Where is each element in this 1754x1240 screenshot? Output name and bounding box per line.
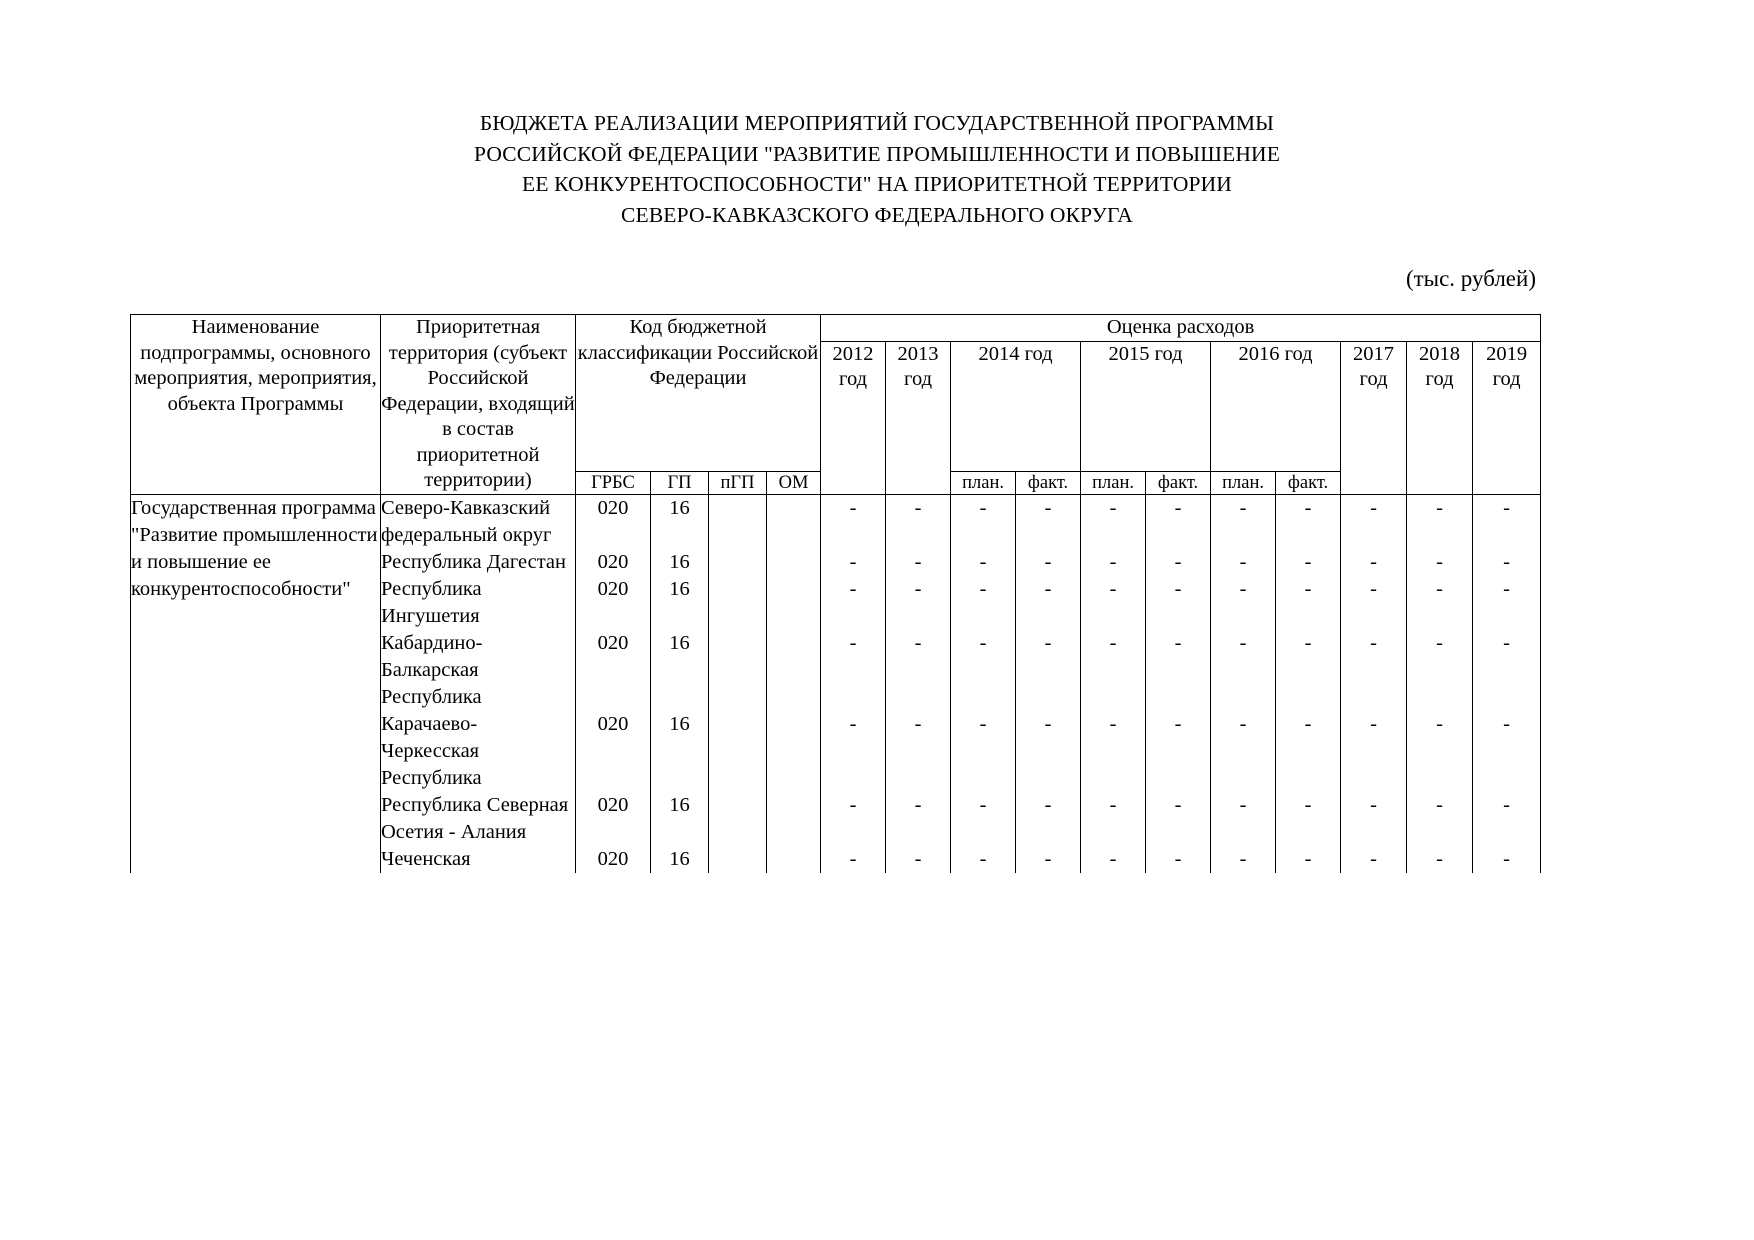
cell-value: - — [821, 630, 886, 711]
header-row-top — [131, 315, 1541, 342]
cell-value: - — [1473, 494, 1541, 549]
header-col-territory: Приоритетная территория (субъект Российской Федерации, входящий в состав приоритетной территории) — [381, 315, 576, 495]
cell-value: - — [1276, 630, 1341, 711]
header-year-2013: 2013 год — [886, 341, 951, 494]
cell-value: - — [821, 711, 886, 792]
cell-pgp — [709, 494, 767, 549]
cell-value: - — [821, 792, 886, 846]
table-head — [131, 315, 1541, 495]
title-line-2: РОССИЙСКОЙ ФЕДЕРАЦИИ "РАЗВИТИЕ ПРОМЫШЛЕННОСТИ И ПОВЫШЕНИЕ — [473, 141, 1281, 166]
table-body — [131, 494, 1541, 873]
cell-value: - — [951, 630, 1016, 711]
header-year-2016: 2016 год — [1211, 341, 1341, 471]
cell-value: - — [1146, 630, 1211, 711]
cell-value: - — [1473, 576, 1541, 630]
cell-value: - — [1407, 494, 1473, 549]
cell-gp: 16 — [651, 494, 709, 549]
cell-territory: Карачаево-Черкесская Республика — [381, 711, 576, 792]
cell-value: - — [951, 711, 1016, 792]
cell-value: - — [1146, 711, 1211, 792]
cell-value: - — [1407, 792, 1473, 846]
cell-value: - — [1146, 494, 1211, 549]
cell-value: - — [1473, 549, 1541, 576]
table-row — [131, 494, 1541, 549]
cell-gp: 16 — [651, 576, 709, 630]
cell-om — [767, 846, 821, 873]
cell-grbs: 020 — [576, 630, 651, 711]
cell-value: - — [1276, 711, 1341, 792]
cell-value: - — [821, 549, 886, 576]
header-sub-2014-fact: факт. — [1016, 471, 1081, 494]
cell-value: - — [1016, 792, 1081, 846]
cell-value: - — [1276, 846, 1341, 873]
cell-value: - — [1146, 792, 1211, 846]
header-year-2012: 2012 год — [821, 341, 886, 494]
budget-table-container — [0, 314, 1754, 873]
cell-om — [767, 576, 821, 630]
cell-territory: Республика Дагестан — [381, 549, 576, 576]
cell-pgp — [709, 549, 767, 576]
cell-value: - — [1016, 576, 1081, 630]
cell-value: - — [1276, 494, 1341, 549]
title-line-3: ЕЕ КОНКУРЕНТОСПОСОБНОСТИ" НА ПРИОРИТЕТНОЙ ТЕРРИТОРИИ — [522, 172, 1232, 196]
cell-value: - — [951, 494, 1016, 549]
cell-value: - — [1341, 711, 1407, 792]
cell-value: - — [1473, 711, 1541, 792]
cell-grbs: 020 — [576, 792, 651, 846]
header-col-expenses: Оценка расходов — [821, 315, 1541, 342]
cell-value: - — [1211, 711, 1276, 792]
cell-value: - — [886, 576, 951, 630]
cell-value: - — [1081, 494, 1146, 549]
cell-om — [767, 792, 821, 846]
header-col-name: Наименование подпрограммы, основного мероприятия, мероприятия, объекта Программы — [131, 315, 381, 495]
cell-value: - — [1407, 576, 1473, 630]
cell-gp: 16 — [651, 630, 709, 711]
cell-value: - — [886, 792, 951, 846]
cell-value: - — [1081, 711, 1146, 792]
document-title — [0, 0, 1754, 230]
header-sub-2016-plan: план. — [1211, 471, 1276, 494]
cell-gp: 16 — [651, 549, 709, 576]
cell-value: - — [1341, 846, 1407, 873]
cell-value: - — [1341, 792, 1407, 846]
cell-value: - — [1407, 630, 1473, 711]
cell-value: - — [1276, 549, 1341, 576]
cell-value: - — [886, 549, 951, 576]
cell-value: - — [1081, 549, 1146, 576]
cell-gp: 16 — [651, 792, 709, 846]
header-sub-2016-fact: факт. — [1276, 471, 1341, 494]
cell-value: - — [1276, 576, 1341, 630]
cell-value: - — [1016, 711, 1081, 792]
cell-value: - — [1211, 846, 1276, 873]
cell-value: - — [1341, 494, 1407, 549]
cell-value: - — [1407, 846, 1473, 873]
header-col-budget-code: Код бюджетной классификации Российской Федерации — [576, 315, 821, 472]
units-label: (тыс. рублей) — [1405, 266, 1536, 291]
cell-territory: Республика Северная Осетия - Алания — [381, 792, 576, 846]
cell-value: - — [821, 846, 886, 873]
cell-value: - — [1341, 549, 1407, 576]
cell-gp: 16 — [651, 711, 709, 792]
cell-value: - — [1016, 549, 1081, 576]
budget-table — [130, 314, 1541, 873]
cell-value: - — [1146, 576, 1211, 630]
cell-territory: Кабардино-Балкарская Республика — [381, 630, 576, 711]
title-line-4: СЕВЕРО-КАВКАЗСКОГО ФЕДЕРАЛЬНОГО ОКРУГА — [621, 202, 1133, 227]
cell-value: - — [1276, 792, 1341, 846]
header-year-2014: 2014 год — [951, 341, 1081, 471]
header-sub-2015-fact: факт. — [1146, 471, 1211, 494]
cell-value: - — [1016, 494, 1081, 549]
cell-om — [767, 711, 821, 792]
cell-pgp — [709, 630, 767, 711]
cell-value: - — [886, 494, 951, 549]
cell-value: - — [1081, 792, 1146, 846]
header-year-2015: 2015 год — [1081, 341, 1211, 471]
cell-value: - — [1341, 576, 1407, 630]
cell-value: - — [1341, 630, 1407, 711]
cell-value: - — [1473, 846, 1541, 873]
cell-value: - — [821, 494, 886, 549]
cell-value: - — [886, 846, 951, 873]
cell-value: - — [951, 846, 1016, 873]
cell-value: - — [886, 711, 951, 792]
header-sub-2014-plan: план. — [951, 471, 1016, 494]
cell-value: - — [1407, 549, 1473, 576]
header-year-2019: 2019 год — [1473, 341, 1541, 494]
cell-value: - — [1016, 846, 1081, 873]
cell-value: - — [1146, 549, 1211, 576]
cell-value: - — [1211, 549, 1276, 576]
cell-value: - — [886, 630, 951, 711]
cell-value: - — [1211, 494, 1276, 549]
cell-grbs: 020 — [576, 711, 651, 792]
cell-value: - — [1407, 711, 1473, 792]
cell-territory: Республика Ингушетия — [381, 576, 576, 630]
cell-program-name: Государственная программа "Развитие промышленности и повышение ее конкурентоспособности" — [131, 494, 381, 873]
title-line-1: БЮДЖЕТА РЕАЛИЗАЦИИ МЕРОПРИЯТИЙ ГОСУДАРСТВЕННОЙ ПРОГРАММЫ — [479, 111, 1275, 135]
header-sub-2015-plan: план. — [1081, 471, 1146, 494]
header-year-2017: 2017 год — [1341, 341, 1407, 494]
header-sub-pgp: пГП — [709, 471, 767, 494]
cell-value: - — [951, 792, 1016, 846]
cell-om — [767, 549, 821, 576]
cell-grbs: 020 — [576, 494, 651, 549]
cell-value: - — [1081, 846, 1146, 873]
header-sub-om: ОМ — [767, 471, 821, 494]
cell-pgp — [709, 792, 767, 846]
cell-value: - — [1473, 630, 1541, 711]
cell-grbs: 020 — [576, 846, 651, 873]
header-year-2018: 2018 год — [1407, 341, 1473, 494]
cell-value: - — [1211, 576, 1276, 630]
cell-om — [767, 494, 821, 549]
header-sub-grbs: ГРБС — [576, 471, 651, 494]
cell-grbs: 020 — [576, 549, 651, 576]
cell-value: - — [821, 576, 886, 630]
cell-value: - — [1081, 630, 1146, 711]
cell-pgp — [709, 711, 767, 792]
cell-pgp — [709, 576, 767, 630]
cell-value: - — [1081, 576, 1146, 630]
cell-gp: 16 — [651, 846, 709, 873]
cell-value: - — [1211, 630, 1276, 711]
cell-pgp — [709, 846, 767, 873]
cell-value: - — [951, 549, 1016, 576]
cell-territory: Северо-Кавказский федеральный округ — [381, 494, 576, 549]
cell-value: - — [1016, 630, 1081, 711]
cell-value: - — [1146, 846, 1211, 873]
header-sub-gp: ГП — [651, 471, 709, 494]
units-row — [0, 266, 1754, 292]
cell-value: - — [951, 576, 1016, 630]
cell-value: - — [1211, 792, 1276, 846]
cell-value: - — [1473, 792, 1541, 846]
cell-om — [767, 630, 821, 711]
cell-grbs: 020 — [576, 576, 651, 630]
cell-territory: Чеченская — [381, 846, 576, 873]
